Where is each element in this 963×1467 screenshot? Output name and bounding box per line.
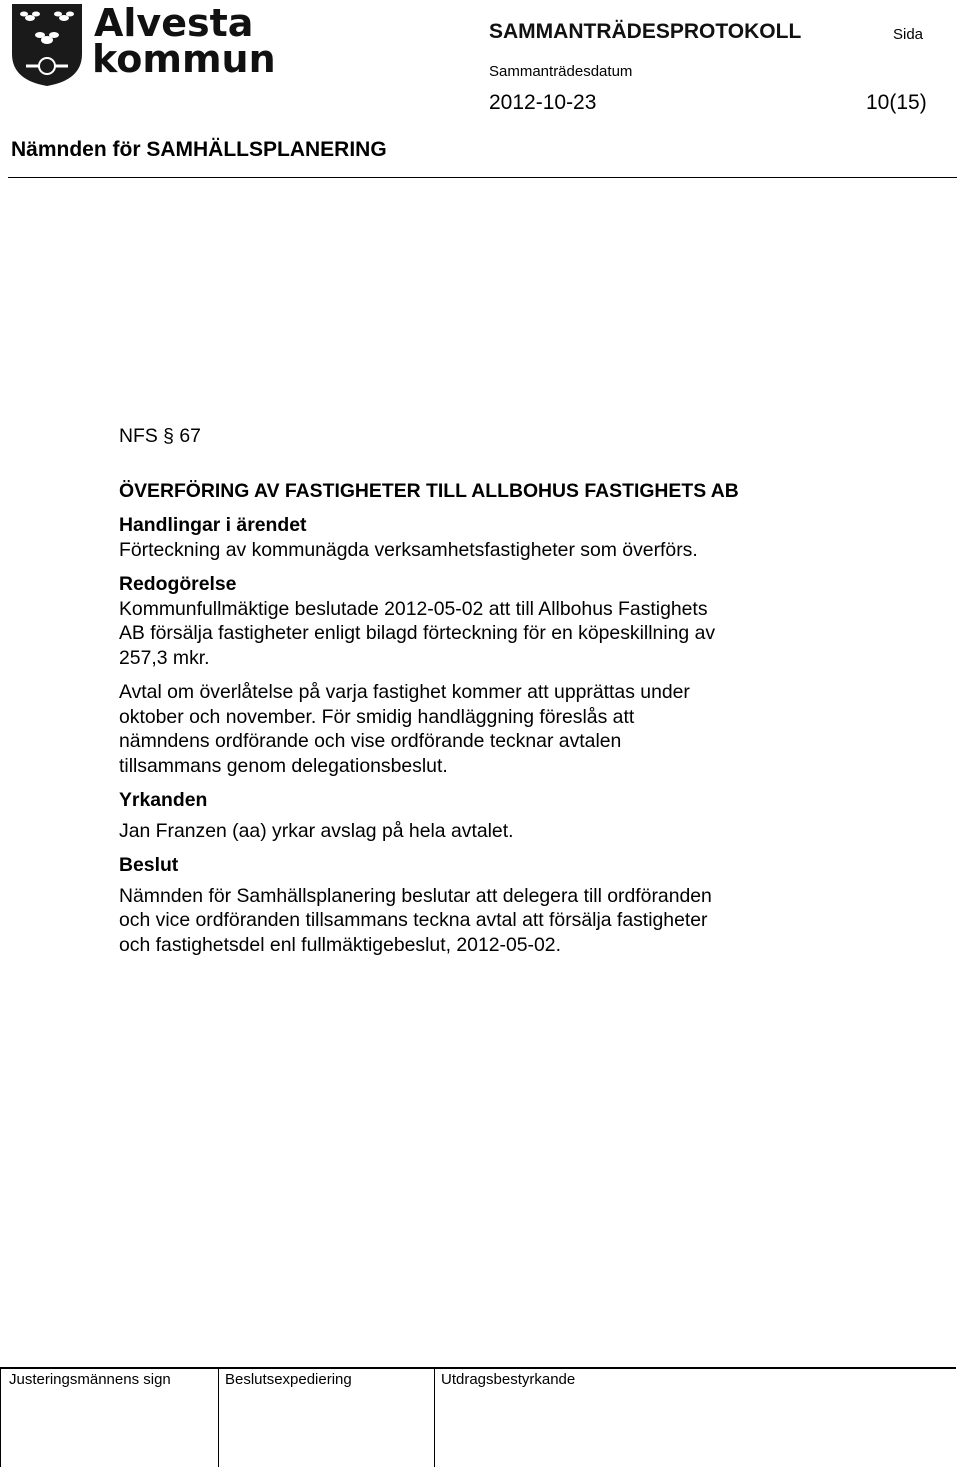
redogorelse-paragraph-2: Avtal om överlåtelse på varja fastighet kommer att upprättas under oktober och november. För smidig handläggning föreslås att nämndens ordförande och vise ordförande tecknar avtalen tillsammans genom delegationsbeslut. (119, 681, 690, 777)
redogorelse-paragraph-1: Kommunfullmäktige beslutade 2012-05-02 att till Allbohus Fastighets AB försälja fastigheter enligt bilagd förteckning för en köpeskillning av 257,3 mkr. (119, 597, 716, 669)
case-title: ÖVERFÖRING AV FASTIGHETER TILL ALLBOHUS FASTIGHETS AB (119, 479, 739, 502)
page-number: 10(15) (866, 91, 927, 114)
redogorelse-heading: Redogörelse (119, 573, 237, 595)
yrkanden-text: Jan Franzen (aa) yrkar avslag på hela avtalet. (119, 819, 514, 842)
page-label: Sida (893, 26, 924, 43)
case-number: NFS § 67 (119, 425, 201, 447)
meeting-date: 2012-10-23 (489, 91, 597, 114)
footer-dispatch: Beslutsexpediering (218, 1369, 439, 1467)
meeting-date-label: Sammanträdesdatum (489, 63, 633, 80)
yrkanden-heading: Yrkanden (119, 789, 208, 811)
beslut-heading: Beslut (119, 854, 179, 876)
coat-of-arms-icon (10, 1, 276, 88)
handlingar-text: Förteckning av kommunägda verksamhetsfastigheter som överförs. (119, 538, 698, 561)
beslut-text: Nämnden för Samhällsplanering beslutar att delegera till ordföranden och vice ordföranden tillsammans teckna avtal att försälja fastigheter och fastighetsdel enl fullmäktigebeslut, 2012-05-02. (119, 884, 712, 956)
alvesta-kommun-logo (10, 1, 276, 88)
handlingar-heading: Handlingar i ärendet (119, 514, 307, 536)
protocol-body (119, 424, 819, 957)
footer-extract-certification: Utdragsbestyrkande (434, 1369, 963, 1467)
logo-line2: kommun (92, 37, 276, 81)
logo-line1: Alvesta (94, 1, 254, 45)
committee-name: Nämnden för SAMHÄLLSPLANERING (11, 138, 387, 161)
header-divider (8, 177, 957, 178)
footer-adjusters-sign: Justeringsmännens sign (0, 1369, 227, 1467)
document-type: SAMMANTRÄDESPROTOKOLL (489, 20, 802, 43)
signature-footer (0, 1367, 960, 1467)
